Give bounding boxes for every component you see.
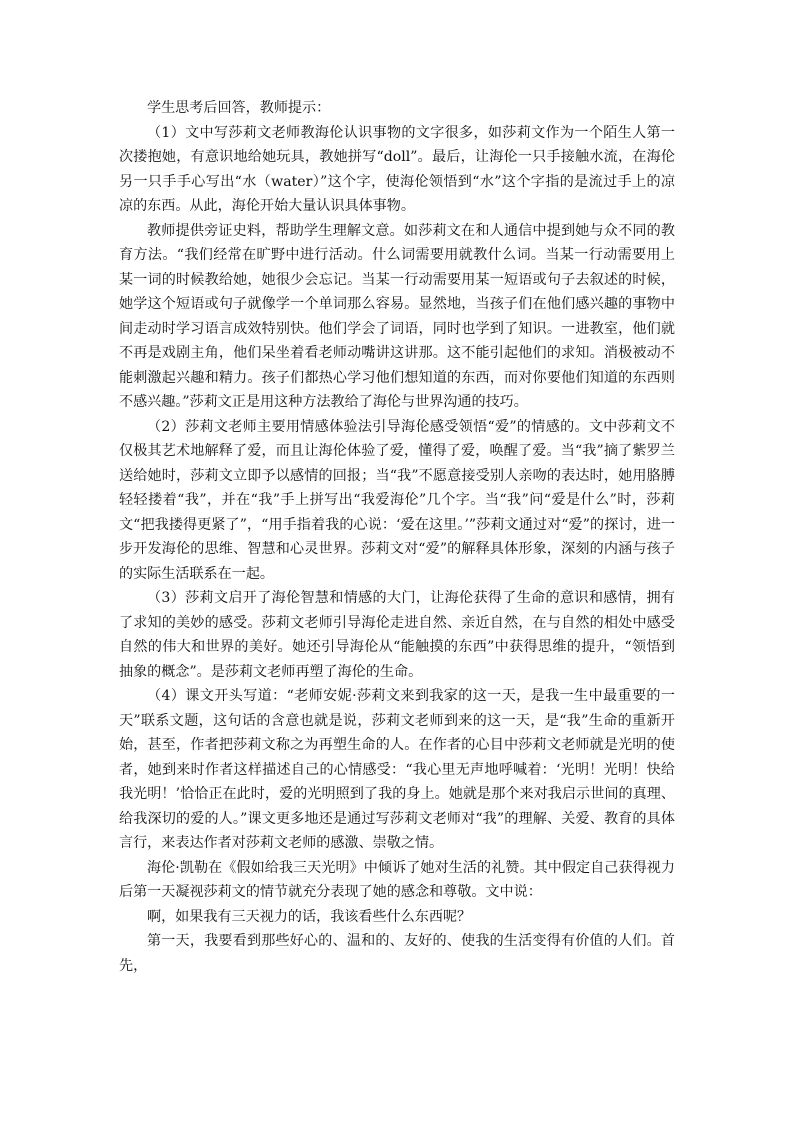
paragraph-4: （2）莎莉文老师主要用情感体验法引导海伦感受领悟“爱”的情感的。文中莎莉文不仅极其艺术地解释了爱，而且让海伦体验了爱，懂得了爱，唤醒了爱。当“我”摘了紫罗兰送给她时，莎莉文立即予以感情的回报；当“我”不愿意接受别人亲吻的表达时，她用胳膊轻轻搂着“我”，并在“我”手上拼写出“我爱海伦”几个字。当“我”问“爱是什么”时，莎莉文“把我搂得更紧了”，“用手指着我的心说：‘爱在这里。’”莎莉文通过对“爱”的探讨，进一步开发海伦的思维、智慧和心灵世界。莎莉文对“爱”的解释具体形象，深刻的内涵与孩子的实际生活联系在一起。 (119, 418, 675, 582)
paragraph-3: 教师提供旁证史料，帮助学生理解文意。如莎莉文在和人通信中提到她与众不同的教育方法。“我们经常在旷野中进行活动。什么词需要用就教什么词。当某一行动需要用上某一词的时候教给她，她很少会忘记。当某一行动需要用某一短语或句子去叙述的时候，她学这个短语或句子就像学一个单词那么容易。显然地，当孩子们在他们感兴趣的事物中间走动时学习语言成效特别快。他们学会了词语，同时也学到了知识。一进教室，他们就不再是戏剧主角，他们呆坐着看老师动嘴讲这讲那。这不能引起他们的求知。消极被动不能刺激起兴趣和精力。孩子们都热心学习他们想知道的东西，而对你要他们知道的东西则不感兴趣。”莎莉文正是用这种方法教给了海伦与世界沟通的技巧。 (119, 222, 675, 410)
paragraph-2: （1）文中写莎莉文老师教海伦认识事物的文字很多，如莎莉文作为一个陌生人第一次搂抱她，有意识地给她玩具，教她拼写“doll”。最后，让海伦一只手接触水流，在海伦另一只手手心写出“水（water）”这个字，使海伦领悟到“水”这个字指的是流过手上的凉凉的东西。从此，海伦开始大量认识具体事物。 (119, 124, 675, 214)
paragraph-9: 第一天，我要看到那些好心的、温和的、友好的、使我的生活变得有价值的人们。首先， (119, 933, 675, 974)
paragraph-8: 啊，如果我有三天视力的话，我该看些什么东西呢？ (147, 908, 472, 925)
paragraph-1: 学生思考后回答，教师提示： (147, 100, 331, 116)
paragraph-7: 海伦·凯勒在《假如给我三天光明》中倾诉了她对生活的礼赞。其中假定自己获得视力后第一天凝视莎莉文的情节就充分表现了她的感念和尊敬。文中说： (119, 859, 675, 900)
paragraph-5: （3）莎莉文启开了海伦智慧和情感的大门，让海伦获得了生命的意识和感情，拥有了求知的美妙的感受。莎莉文老师引导海伦走进自然、亲近自然，在与自然的相处中感受自然的伟大和世界的美好。她还引导海伦从“能触摸的东西”中获得思维的提升，“领悟到抽象的概念”。是莎莉文老师再塑了海伦的生命。 (119, 590, 675, 680)
paragraph-6: （4）课文开头写道：“老师安妮·莎莉文来到我家的这一天，是我一生中最重要的一天”联系文题，这句话的含意也就是说，莎莉文老师到来的这一天，是“我”生命的重新开始，甚至，作者把莎莉文称之为再塑生命的人。在作者的心目中莎莉文老师就是光明的使者，她到来时作者这样描述自己的心情感受：“我心里无声地呼喊着：‘光明！光明！快给我光明！’恰恰正在此时，爱的光明照到了我的身上。她就是那个来对我启示世间的真理、给我深切的爱的人。”课文更多地还是通过写莎莉文老师对“我”的理解、关爱、教育的具体言行，来表达作者对莎莉文老师的感激、崇敬之情。 (119, 688, 675, 851)
document-page (119, 96, 675, 978)
